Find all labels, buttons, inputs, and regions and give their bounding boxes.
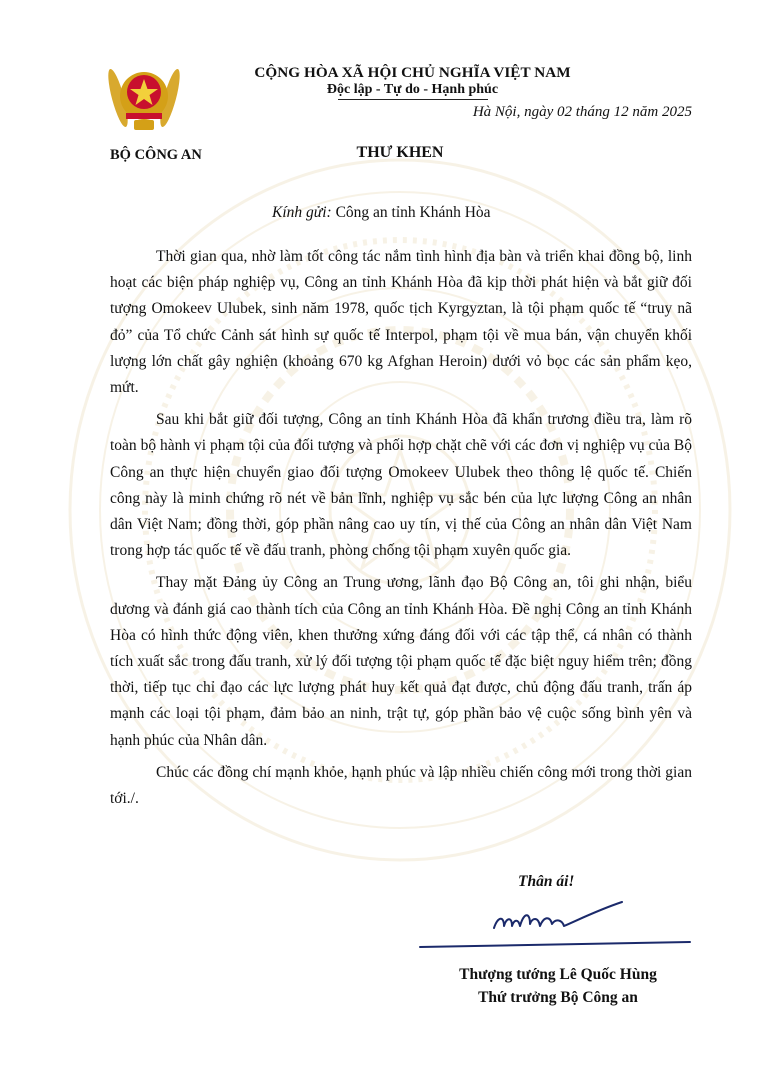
handwritten-signature — [488, 898, 628, 938]
police-emblem-icon — [104, 58, 184, 138]
letter-body — [110, 244, 692, 818]
body-paragraph: Thay mặt Đảng ủy Công an Trung ương, lãnh đạo Bộ Công an, tôi ghi nhận, biểu dương và đánh giá cao thành tích của Công an tỉnh Khánh Hòa. Đề nghị Công an tỉnh Khánh Hòa có hình thức động viên, khen thưởng xứng đáng đối với các tập thể, cá nhân có thành tích xuất sắc trong đấu tranh, xử lý đối tượng tội phạm quốc tế đặc biệt nguy hiểm trên; đồng thời, tiếp tục chỉ đạo các lực lượng phát huy kết quả đạt được, chủ động đấu tranh, trấn áp mạnh các loại tội phạm, đảm bảo an ninh, trật tự, góp phần bảo vệ cuộc sống bình yên và hạnh phúc của Nhân dân. — [110, 574, 692, 749]
nation-name: CỘNG HÒA XÃ HỘI CHỦ NGHĨA VIỆT NAM — [254, 64, 571, 81]
recipient-name: Công an tỉnh Khánh Hòa — [335, 204, 491, 221]
signer-name: Thượng tướng Lê Quốc Hùng — [459, 966, 657, 983]
body-paragraph: Thời gian qua, nhờ làm tốt công tác nắm tình hình địa bàn và triển khai đồng bộ, linh hoạt các biện pháp nghiệp vụ, Công an tỉnh Khánh Hòa đã kịp thời phát hiện và bắt giữ đối tượng Omokeev Ulubek, sinh năm 1978, quốc tịch Kyrgyztan, là tội phạm quốc tế “truy nã đỏ” của Tổ chức Cảnh sát hình sự quốc tế Interpol, phạm tội về mua bán, vận chuyển khối lượng lớn chất gây nghiện (khoảng 670 kg Afghan Heroin) dưới vỏ bọc các sản phẩm kẹo, mứt. — [110, 248, 692, 397]
national-motto: Độc lập - Tự do - Hạnh phúc — [326, 82, 499, 97]
document-title: THƯ KHEN — [356, 144, 444, 161]
closing-regards: Thân ái! — [518, 873, 575, 890]
national-header — [225, 64, 600, 100]
motto-underline — [338, 99, 488, 100]
body-paragraph: Sau khi bắt giữ đối tượng, Công an tỉnh Khánh Hòa đã khẩn trương điều tra, làm rõ toàn bộ hành vi phạm tội của đối tượng và phối hợp chặt chẽ với các đơn vị nghiệp vụ của Bộ Công an thực hiện chuyển giao đối tượng Omokeev Ulubek theo thông lệ quốc tế. Chiến công này là minh chứng rõ nét về bản lĩnh, nghiệp vụ sắc bén của lực lượng Công an nhân dân Việt Nam; đồng thời, góp phần nâng cao uy tín, vị thế của Công an nhân dân Việt Nam trong hợp tác quốc tế về đấu tranh, phòng chống tội phạm xuyên quốc gia. — [110, 411, 692, 560]
place-date: Hà Nội, ngày 02 tháng 12 năm 2025 — [472, 104, 692, 120]
recipient-line — [272, 204, 491, 222]
signer-title: Thứ trưởng Bộ Công an — [478, 989, 638, 1006]
issuing-agency: BỘ CÔNG AN — [110, 147, 202, 163]
signature-line — [418, 940, 692, 950]
body-paragraph: Chúc các đồng chí mạnh khỏe, hạnh phúc và lập nhiều chiến công mới trong thời gian tới./. — [110, 763, 692, 808]
recipient-prefix: Kính gửi: — [272, 204, 332, 221]
